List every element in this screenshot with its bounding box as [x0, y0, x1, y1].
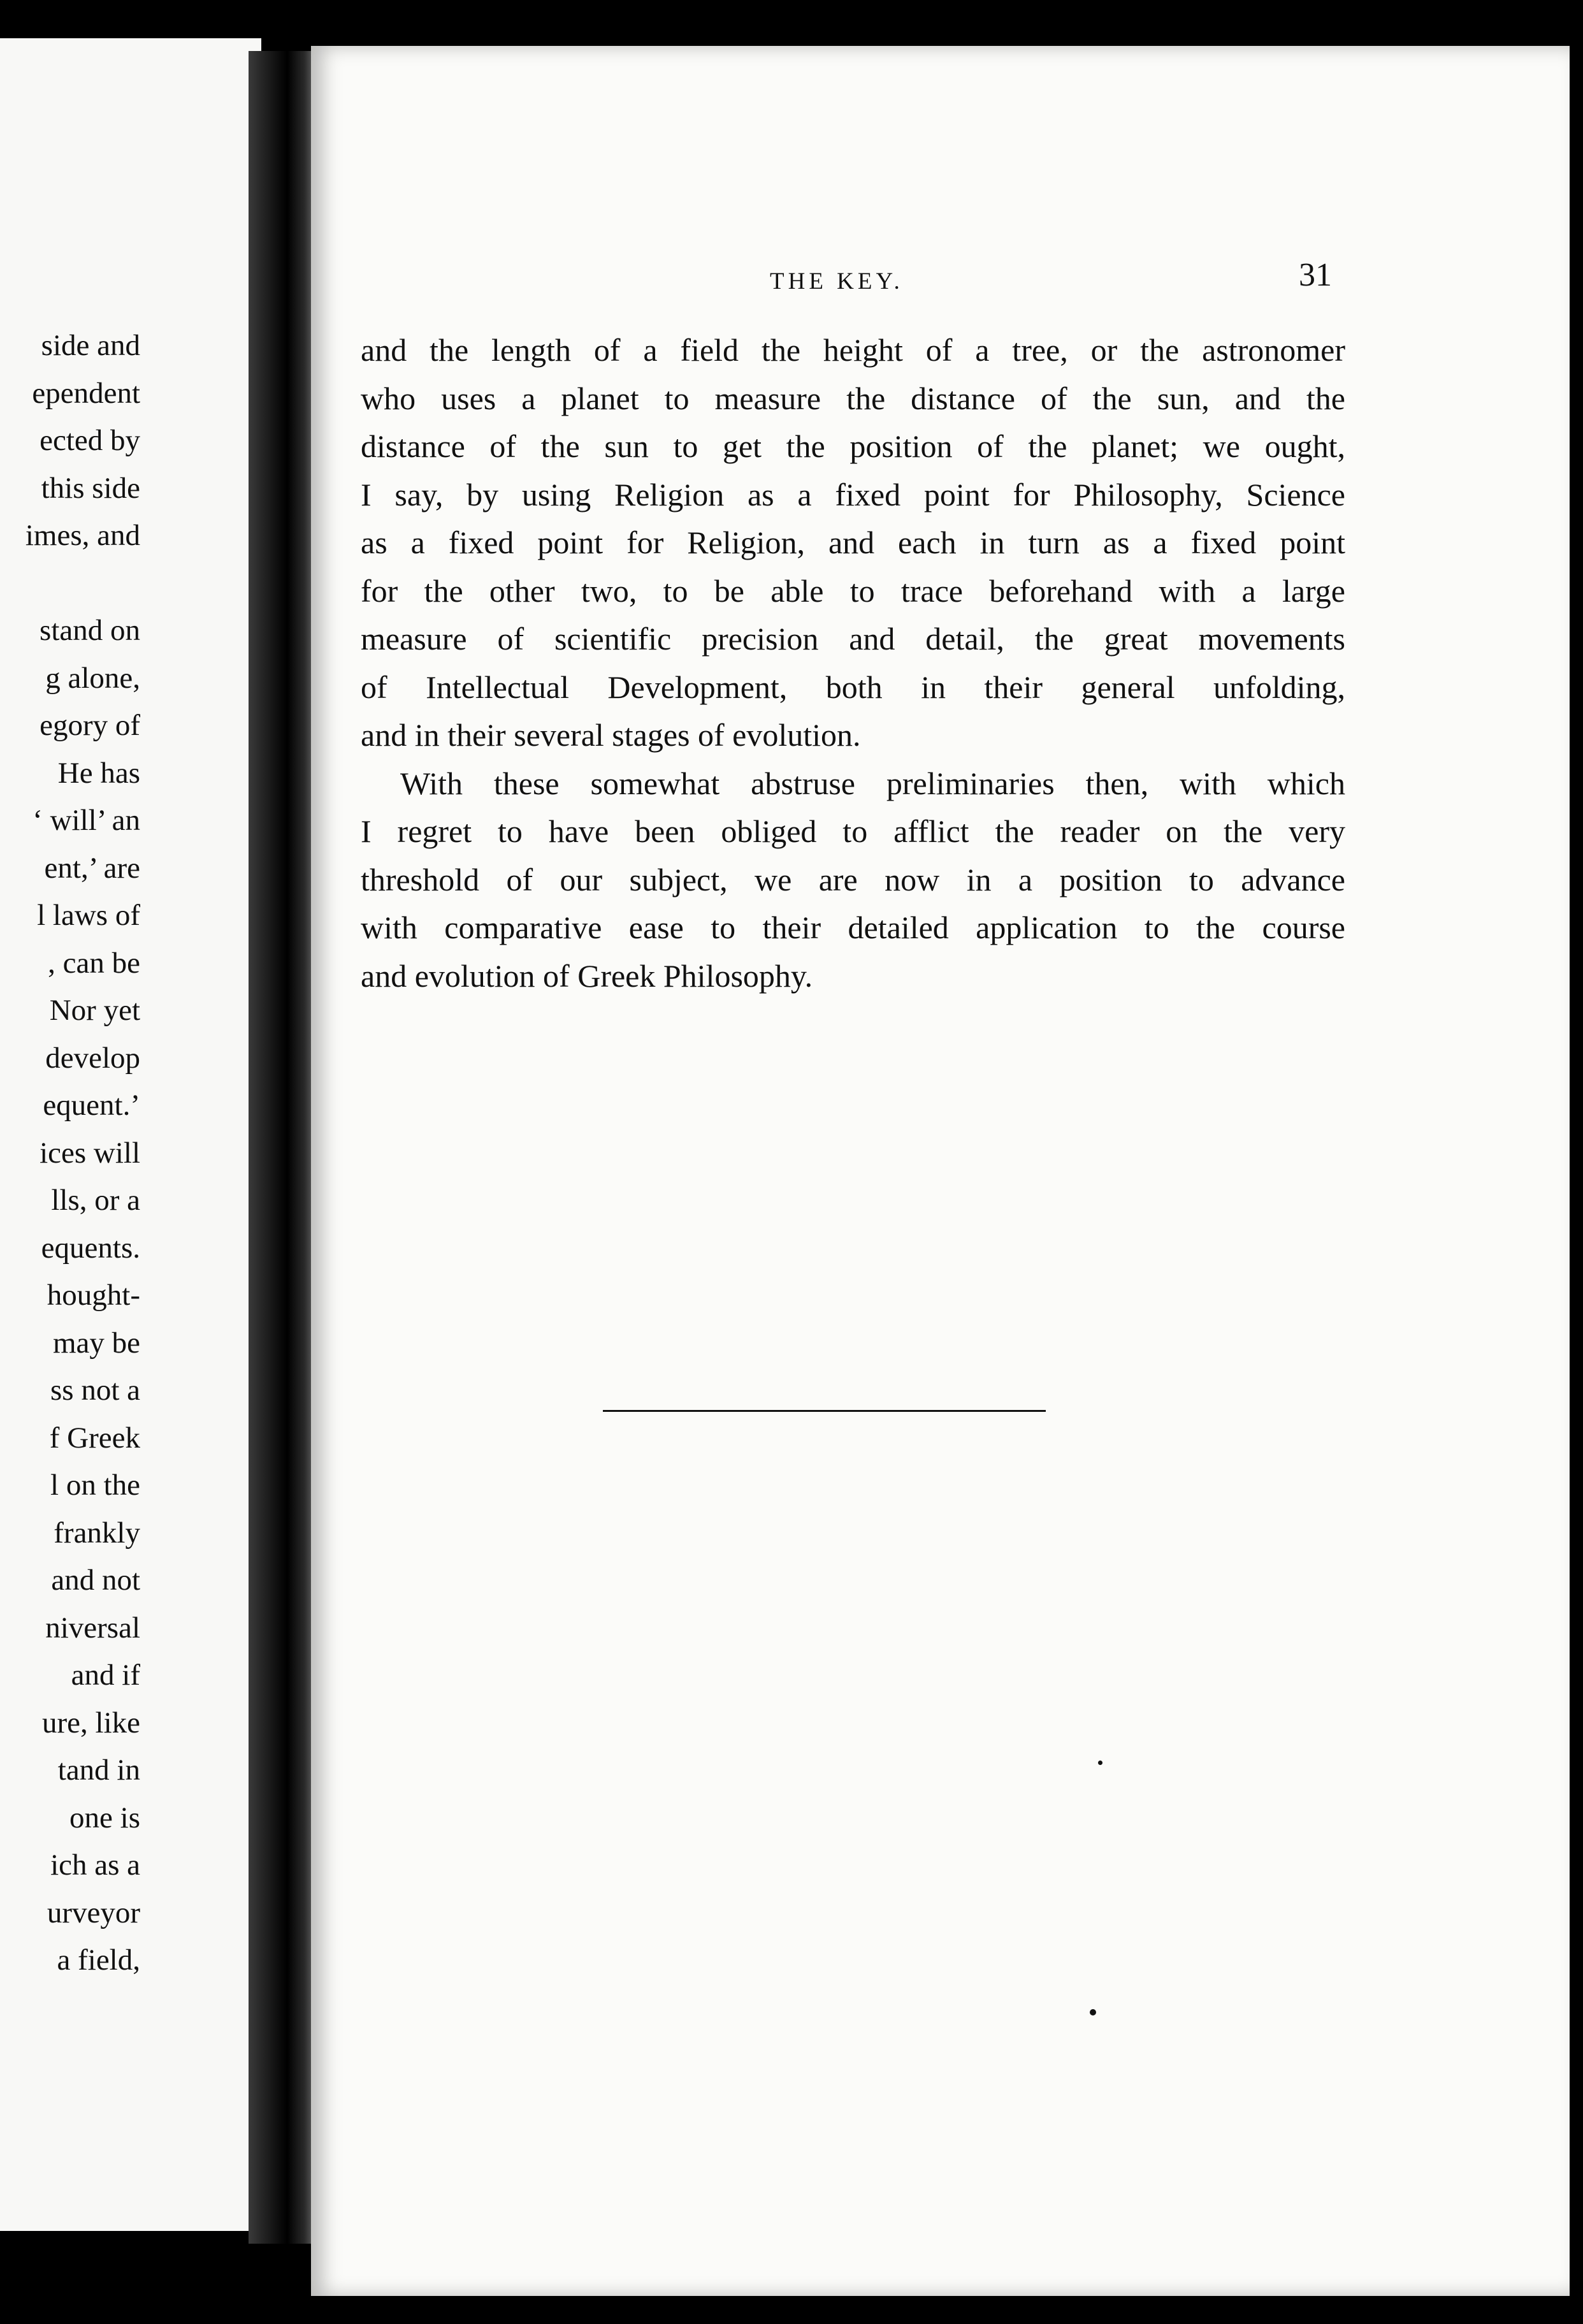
- facing-page-line: ure, like: [42, 1706, 140, 1739]
- facing-page-line: [0, 560, 140, 607]
- facing-page-line: ss not a: [50, 1374, 140, 1407]
- facing-page-line: ependent: [32, 376, 140, 410]
- facing-page-line: ‘ will’ an: [33, 804, 140, 837]
- facing-page-line: ich as a: [50, 1848, 140, 1882]
- facing-page-line: f Greek: [49, 1421, 140, 1455]
- facing-page-line: egory of: [40, 709, 140, 742]
- text-line: I regret to have been obliged to afflict the reader on the very: [361, 813, 1345, 849]
- text-line: for the other two, to be able to trace beforehand with a large: [361, 572, 1345, 609]
- text-line: of Intellectual Development, both in their general unfolding,: [361, 669, 1345, 705]
- facing-page-line: niversal: [45, 1611, 140, 1645]
- facing-page-line: lls, or a: [51, 1184, 140, 1217]
- facing-page-line: ected by: [40, 424, 140, 457]
- facing-page-line: hought-: [47, 1279, 140, 1312]
- facing-page-line: and if: [71, 1659, 140, 1692]
- facing-page-line: l on the: [50, 1469, 140, 1502]
- facing-page-line: urveyor: [47, 1896, 140, 1929]
- facing-page-line: this side: [41, 471, 140, 505]
- facing-page-line: l laws of: [37, 899, 140, 932]
- body-text: [361, 326, 1345, 1000]
- facing-page-line: tand in: [57, 1754, 140, 1787]
- binding-gutter: [249, 51, 319, 2244]
- text-line: and in their several stages of evolution.: [361, 717, 861, 753]
- facing-page-line: a field,: [57, 1943, 140, 1977]
- ink-speck: [1098, 1761, 1102, 1765]
- ink-speck: [1090, 2009, 1096, 2015]
- page-right: [311, 46, 1570, 2296]
- facing-page-line: imes, and: [25, 519, 140, 552]
- facing-page-line: g alone,: [45, 661, 140, 695]
- facing-page-line: side and: [41, 329, 140, 362]
- facing-page-left: [0, 38, 261, 2231]
- facing-page-line: may be: [52, 1326, 140, 1360]
- text-line: distance of the sun to get the position of the planet; we ought,: [361, 428, 1345, 464]
- section-end-rule: [603, 1410, 1046, 1412]
- facing-page-line: equent.’: [43, 1089, 140, 1122]
- text-line: and the length of a field the height of a tree, or the astronomer: [361, 332, 1345, 368]
- facing-page-text: [0, 322, 140, 1984]
- text-line: as a fixed point for Religion, and each in turn as a fixed point: [361, 525, 1345, 560]
- facing-page-line: equents.: [41, 1231, 140, 1265]
- facing-page-line: Nor yet: [49, 994, 140, 1027]
- text-line: With these somewhat abstruse preliminaries then, with which: [400, 765, 1345, 801]
- facing-page-line: , can be: [48, 946, 140, 980]
- text-line: measure of scientific precision and detail, the great movements: [361, 621, 1345, 657]
- facing-page-line: stand on: [40, 614, 140, 647]
- text-line: threshold of our subject, we are now in a position to advance: [361, 861, 1345, 897]
- facing-page-line: ent,’ are: [44, 851, 140, 885]
- facing-page-line: and not: [51, 1564, 140, 1597]
- facing-page-line: frankly: [54, 1516, 140, 1550]
- page-number: 31: [1299, 257, 1332, 293]
- facing-page-line: one is: [69, 1801, 140, 1834]
- text-line: I say, by using Religion as a fixed point for Philosophy, Science: [361, 476, 1345, 512]
- facing-page-line: ices will: [40, 1136, 140, 1170]
- facing-page-line: He has: [57, 756, 140, 790]
- text-line: who uses a planet to measure the distance of the sun, and the: [361, 380, 1345, 416]
- text-line: with comparative ease to their detailed application to the course: [361, 910, 1345, 945]
- facing-page-line: develop: [45, 1041, 140, 1075]
- text-line: and evolution of Greek Philosophy.: [361, 957, 813, 994]
- running-head: THE KEY.: [770, 268, 904, 294]
